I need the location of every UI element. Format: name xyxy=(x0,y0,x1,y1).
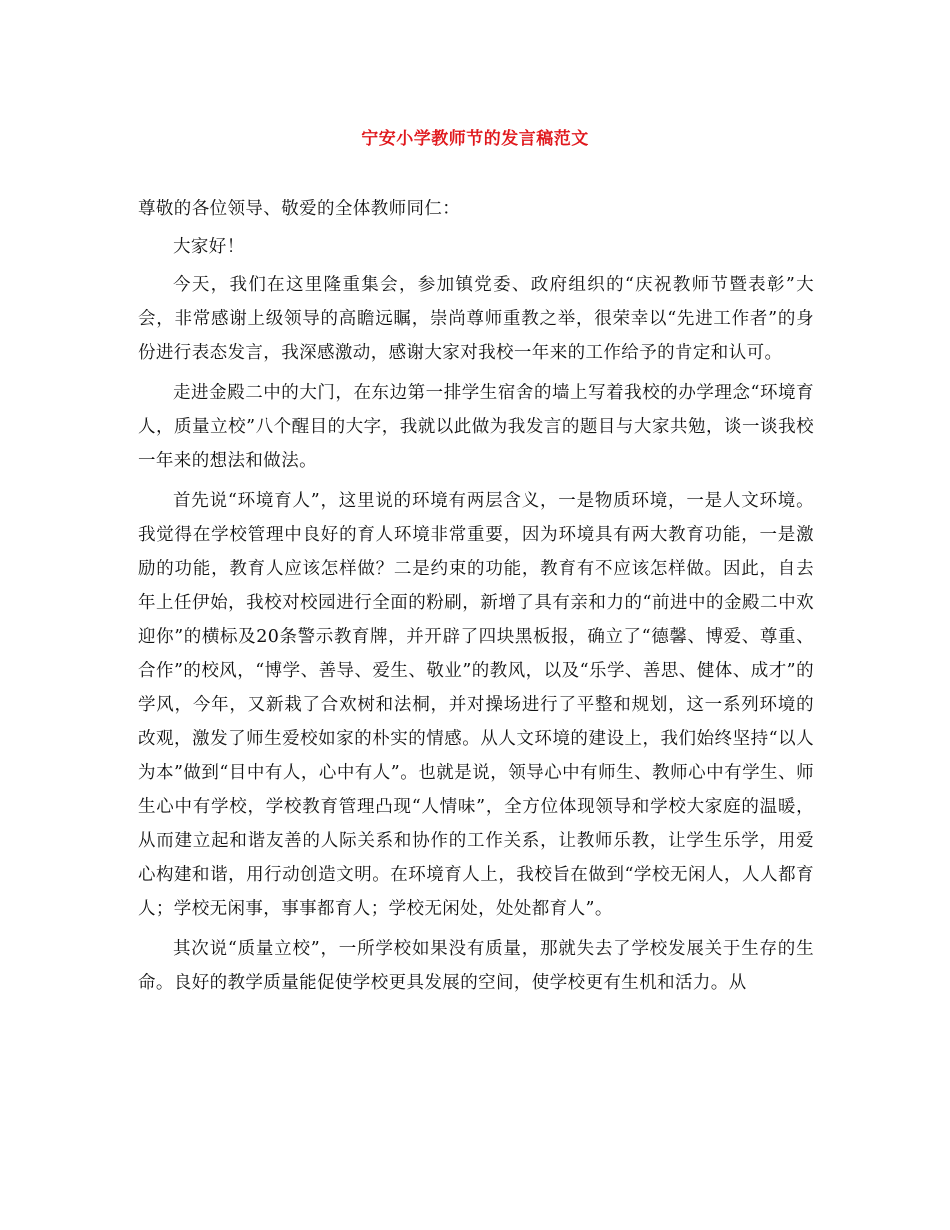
paragraph-4: 其次说“质量立校”，一所学校如果没有质量，那就失去了学校发展关于生存的生命。良好的教学质量能促使学校更具发展的空间，使学校更有生机和活力。从 xyxy=(138,939,814,993)
paragraph-2: 走进金殿二中的大门，在东边第一排学生宿舍的墙上写着我校的办学理念“环境育人，质量立校”八个醒目的大字，我就以此做为我发言的题目与大家共勉，谈一谈我校一年来的想法和做法。 xyxy=(138,383,814,471)
paragraph-3: 首先说“环境育人”，这里说的环境有两层含义，一是物质环境，一是人文环境。我觉得在学校管理中良好的育人环境非常重要，因为环境具有两大教育功能，一是激励的功能，教育人应该怎样做？二是约束的功能，教育有不应该怎样做。因此，自去年上任伊始，我校对校园进行全面的粉刷，新增了具有亲和力的“前进中的金殿二中欢迎你”的横标及20条警示教育牌，并开辟了四块黑板报，确立了“德馨、博爱、尊重、合作”的校风，“博学、善导、爱生、敬业”的教风，以及“乐学、善思、健体、成才”的学风，今年，又新栽了合欢树和法桐，并对操场进行了平整和规划，这一系列环境的改观，激发了师生爱校如家的朴实的情感。从人文环境的建设上，我们始终坚持“以人为本”做到“目中有人，心中有人”。也就是说，领导心中有师生、教师心中有学生、师生心中有学校，学校教育管理凸现“人情味”，全方位体现领导和学校大家庭的温暖，从而建立起和谐友善的人际关系和协作的工作关系，让教师乐教，让学生乐学，用爱心构建和谐，用行动创造文明。在环境育人上，我校旨在做到“学校无闲人，人人都育人；学校无闲事，事事都育人；学校无闲处，处处都育人”。 xyxy=(138,491,814,919)
document-title: 宁安小学教师节的发言稿范文 xyxy=(361,129,589,149)
salutation: 尊敬的各位领导、敬爱的全体教师同仁： xyxy=(138,199,461,219)
paragraph-1: 今天，我们在这里隆重集会，参加镇党委、政府组织的“庆祝教师节暨表彰”大会，非常感谢上级领导的高瞻远瞩，崇尚尊师重教之举，很荣幸以“先进工作者”的身份进行表态发言，我深感激动，感谢大家对我校一年来的工作给予的肯定和认可。 xyxy=(138,275,814,363)
document-body xyxy=(138,192,814,1000)
greeting: 大家好！ xyxy=(173,237,245,257)
